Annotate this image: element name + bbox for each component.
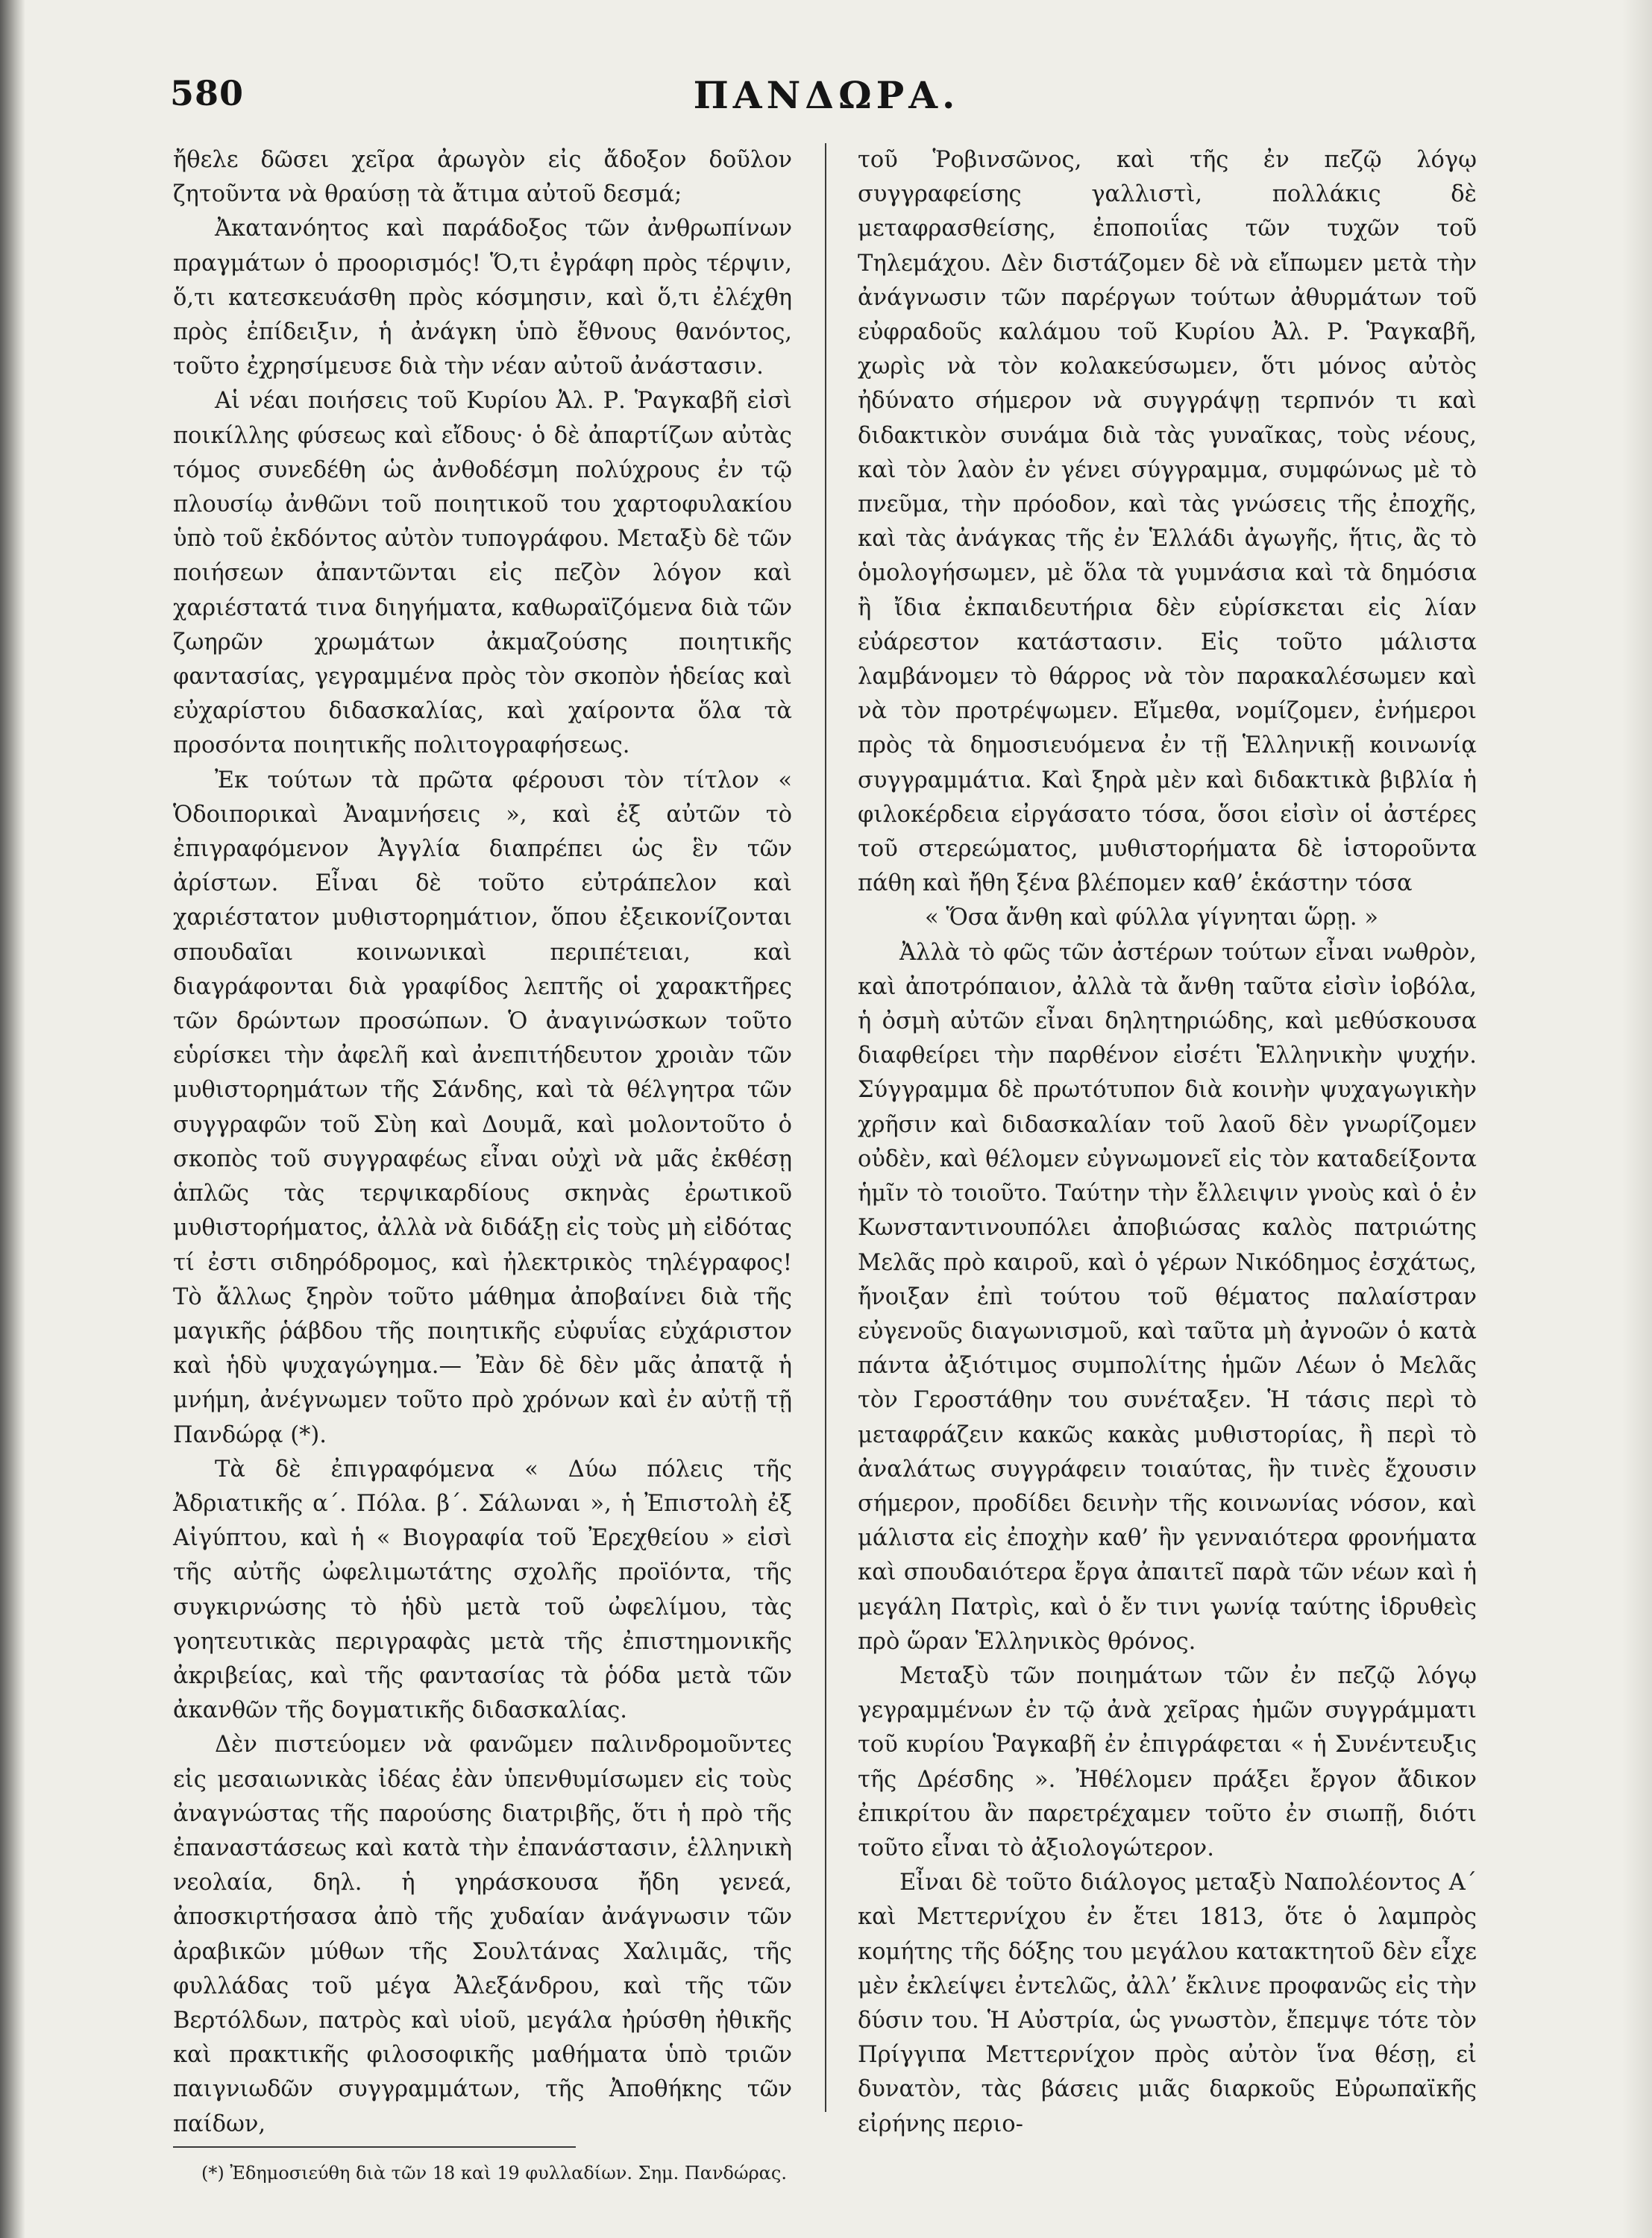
column-divider — [825, 143, 826, 2112]
paragraph: Αἱ νέαι ποιήσεις τοῦ Κυρίου Ἀλ. Ρ. Ῥαγκαβῆ εἰσὶ ποικίλλης φύσεως καὶ εἴδους· ὁ δὲ ἀπαρτίζων αὐτὰς τόμος συνεδέθη ὡς ἀνθοδέσμη πολύχρους ἐν τῷ πλουσίῳ ἀνθῶνι τοῦ ποιητικοῦ του χαρτοφυλακίου ὑπὸ τοῦ ἐκδόντος αὐτὸν τυπογράφου. Μεταξὺ δὲ τῶν ποιήσεων ἀπαντῶνται εἰς πεζὸν λόγον καὶ χαριέστατά τινα διηγήματα, καθωραϊζόμενα διὰ τῶν ζωηρῶν χρωμάτων ἀκμαζούσης ποιητικῆς φαντασίας, γεγραμμένα πρὸς τὸν σκοπὸν ἡδείας καὶ εὐχαρίστου διδασκαλίας, καὶ χαίροντα ὅλα τὰ προσόντα ποιητικῆς πολιτογραφήσεως. — [173, 388, 792, 759]
paragraph: Ἀκατανόητος καὶ παράδοξος τῶν ἀνθρωπίνων πραγμάτων ὁ προορισμός! Ὅ,τι ἐγράφη πρὸς τέρψιν, ὅ,τι κατεσκευάσθη πρὸς κόσμησιν, καὶ ὅ,τι ἐλέχθη πρὸς ἐπίδειξιν, ἡ ἀνάγκη ὑπὸ ἔθνους θανόντος, τοῦτο ἐχρησίμευσε διὰ τὴν νέαν αὐτοῦ ἀνάστασιν. — [173, 216, 792, 380]
paragraph: Μεταξὺ τῶν ποιημάτων τῶν ἐν πεζῷ λόγῳ γεγραμμένων ἐν τῷ ἀνὰ χεῖρας ἡμῶν συγγράμματι τοῦ κυρίου Ῥαγκαβῆ ἐν ἐπιγράφεται « ἡ Συνέντευξις τῆς Δρέσδης ». Ἠθέλομεν πράξει ἔργον ἄδικον ἐπικρίτου ἂν παρετρέχαμεν τοῦτο ἐν σιωπῇ, διότι τοῦτο εἶναι τὸ ἀξιολογώτερον. — [858, 1662, 1477, 1861]
right-column — [858, 143, 1477, 2142]
paragraph: Τὰ δὲ ἐπιγραφόμενα « Δύω πόλεις τῆς Ἀδριατικῆς α΄. Πόλα. β΄. Σάλωναι », ἡ Ἐπιστολὴ ἐξ Αἰγύπτου, καὶ ἡ « Βιογραφία τοῦ Ἐρεχθείου » εἰσὶ τῆς αὐτῆς ὠφελιμωτάτης σχολῆς προϊόντα, τῆς συγκιρνώσης τὸ ἡδὺ μετὰ τοῦ ὠφελίμου, τὰς γοητευτικὰς περιγραφὰς μετὰ τῆς ἐπιστημονικῆς ἀκριβείας, καὶ τῆς φαντασίας τὰ ῥόδα μετὰ τῶν ἀκανθῶν τῆς δογματικῆς διδασκαλίας. — [173, 1456, 792, 1724]
page-header — [170, 69, 1483, 128]
paragraph: τοῦ Ῥοβινσῶνος, καὶ τῆς ἐν πεζῷ λόγῳ συγγραφείσης γαλλιστὶ, πολλάκις δὲ μεταφρασθείσης, ἐποποιΐας τῶν τυχῶν τοῦ Τηλεμάχου. Δὲν διστάζομεν δὲ νὰ εἴπωμεν μετὰ τὴν ἀνάγνωσιν τῶν παρέργων τούτων ἀθυρμάτων τοῦ εὐφραδοῦς καλάμου τοῦ Κυρίου Ἀλ. Ρ. Ῥαγκαβῆ, χωρὶς νὰ τὸν κολακεύσωμεν, ὅτι μόνος αὐτὸς ἠδύνατο σήμερον νὰ συγγράψῃ τερπνόν τι καὶ διδακτικὸν συνάμα διὰ τὰς γυναῖκας, τοὺς νέους, καὶ τὸν λαὸν ἐν γένει σύγγραμμα, συμφώνως μὲ τὸ πνεῦμα, τὴν πρόοδον, καὶ τὰς γνώσεις τῆς ἐποχῆς, καὶ τὰς ἀνάγκας τῆς ἐν Ἑλλάδι ἀγωγῆς, ἥτις, ἂς τὸ ὁμολογήσωμεν, μὲ ὅλα τὰ γυμνάσια καὶ τὰ δημόσια ἢ ἴδια ἐκπαιδευτήρια δὲν εὑρίσκεται εἰς λίαν εὐάρεστον κατάστασιν. Εἰς τοῦτο μάλιστα λαμβάνομεν τὸ θάρρος νὰ τὸν παρακαλέσωμεν καὶ νὰ τὸν προτρέψωμεν. Εἴμεθα, νομίζομεν, ἐνήμεροι πρὸς τὰ δημοσιευόμενα ἐν τῇ Ἑλληνικῇ κοινωνίᾳ συγγραμμάτια. Καὶ ξηρὰ μὲν καὶ διδακτικὰ βιβλία ἡ φιλοκέρδεια εἰργάσατο τόσα, ὅσοι εἰσὶν οἱ ἀστέρες τοῦ στερεώματος, μυθιστορήματα δὲ ἱστοροῦντα πάθη καὶ ἤθη ξένα βλέπομεν καθ’ ἑκάστην τόσα — [858, 147, 1477, 897]
paragraph: Ἐκ τούτων τὰ πρῶτα φέρουσι τὸν τίτλον « Ὁδοιπορικαὶ Ἀναμνήσεις », καὶ ἐξ αὐτῶν τὸ ἐπιγραφόμενον Ἀγγλία διαπρέπει ὡς ἓν τῶν ἀρίστων. Εἶναι δὲ τοῦτο εὐτράπελον καὶ χαριέστατον μυθιστορημάτιον, ὅπου ἐξεικονίζονται σπουδαῖαι κοινωνικαὶ περιπέτειαι, καὶ διαγράφονται διὰ γραφίδος λεπτῆς οἱ χαρακτῆρες τῶν δρώντων προσώπων. Ὁ ἀναγινώσκων τοῦτο εὑρίσκει τὴν ἀφελῆ καὶ ἀνεπιτήδευτον χροιὰν τῶν μυθιστορημάτων τῆς Σάνδης, καὶ τὰ θέλγητρα τῶν συγγραφῶν τοῦ Σὺη καὶ Δουμᾶ, καὶ μολοντοῦτο ὁ σκοπὸς τοῦ συγγραφέως εἶναι οὐχὶ νὰ μᾶς ἐκθέσῃ ἁπλῶς τὰς τερψικαρδίους σκηνὰς ἐρωτικοῦ μυθιστορήματος, ἀλλὰ νὰ διδάξῃ εἰς τοὺς μὴ εἰδότας τί ἐστι σιδηρόδρομος, καὶ ἠλεκτρικὸς τηλέγραφος! Τὸ ἄλλως ξηρὸν τοῦτο μάθημα ἀποβαίνει διὰ τῆς μαγικῆς ῥάβδου τῆς ποιητικῆς εὐφυΐας εὐχάριστον καὶ ἡδὺ ψυχαγώγημα.— Ἐὰν δὲ δὲν μᾶς ἀπατᾷ ἡ μνήμη, ἀνέγνωμεν τοῦτο πρὸ χρόνων καὶ ἐν αὐτῇ τῇ Πανδώρᾳ (*). — [173, 767, 792, 1448]
paragraph: Ἀλλὰ τὸ φῶς τῶν ἀστέρων τούτων εἶναι νωθρὸν, καὶ ἀποτρόπαιον, ἀλλὰ τὰ ἄνθη ταῦτα εἰσὶν ἰοβόλα, ἡ ὀσμὴ αὐτῶν εἶναι δηλητηριώδης, καὶ μεθύσκουσα διαφθείρει τὴν παρθένον εἰσέτι Ἑλληνικὴν ψυχήν. Σύγγραμμα δὲ πρωτότυπον διὰ κοινὴν ψυχαγωγικὴν χρῆσιν καὶ διδασκαλίαν τοῦ λαοῦ δὲν γνωρίζομεν οὐδὲν, καὶ θέλομεν εὐγνωμονεῖ εἰς τὸν καταδείξοντα ἡμῖν τὸ τοιοῦτο. Ταύτην τὴν ἔλλειψιν γνοὺς καὶ ὁ ἐν Κωνσταντινουπόλει ἀποβιώσας καλὸς πατριώτης Μελᾶς πρὸ καιροῦ, καὶ ὁ γέρων Νικόδημος ἐσχάτως, ἤνοιξαν ἐπὶ τούτου τοῦ θέματος παλαίστραν εὐγενοῦς διαγωνισμοῦ, καὶ ταῦτα μὴ ἀγνοῶν ὁ κατὰ πάντα ἀξιότιμος συμπολίτης ἡμῶν Λέων ὁ Μελᾶς τὸν Γεροστάθην του συνέταξεν. Ἡ τάσις περὶ τὸ μεταφράζειν κακῶς κακὰς μυθιστορίας, ἢ περὶ τὸ ἀναλάτως συγγράφειν τοιαύτας, ἣν τινὲς ἔχουσιν σήμερον, προδίδει δεινὴν τῆς κοινωνίας νόσον, καὶ μάλιστα εἰς ἐποχὴν καθ’ ἣν γενναιότερα φρονήματα καὶ σπουδαιότερα ἔργα ἀπαιτεῖ παρὰ τῶν νέων καὶ ἡ μεγάλη Πατρὶς, καὶ ὁ ἔν τινι γωνίᾳ ταύτης ἱδρυθεὶς πρὸ ὥραν Ἑλληνικὸς θρόνος. — [858, 939, 1477, 1655]
footnote-divider — [173, 2146, 576, 2148]
paragraph: ἤθελε δῶσει χεῖρα ἀρωγὸν εἰς ἄδοξον δοῦλον ζητοῦντα νὰ θραύσῃ τὰ ἄτιμα αὐτοῦ δεσμά; — [173, 147, 792, 208]
left-column — [173, 143, 792, 2142]
running-title: ΠΑΝΔΩΡΑ. — [693, 73, 960, 117]
paragraph: Δὲν πιστεύομεν νὰ φανῶμεν παλινδρομοῦντες εἰς μεσαιωνικὰς ἰδέας ἐὰν ὑπενθυμίσωμεν εἰς τοὺς ἀναγνώστας τῆς παρούσης διατριβῆς, ὅτι ἡ πρὸ τῆς ἐπαναστάσεως καὶ κατὰ τὴν ἐπανάστασιν, ἑλληνικὴ νεολαία, δηλ. ἡ γηράσκουσα ἤδη γενεά, ἀποσκιρτήσασα ἀπὸ τῆς χυδαίαν ἀνάγνωσιν τῶν ἀραβικῶν μύθων τῆς Σουλτάνας Χαλιμᾶς, τῆς φυλλάδας τοῦ μέγα Ἀλεξάνδρου, καὶ τῆς τῶν Βερτόλδων, πατρὸς καὶ υἱοῦ, μεγάλα ἠρύσθη ἠθικῆς καὶ πρακτικῆς φιλοσοφικῆς μαθήματα ὑπὸ τριῶν παιγνιωδῶν συγγραμμάτων, τῆς Ἀποθήκης τῶν παίδων, — [173, 1732, 792, 2137]
footnote: (*) Ἐδημοσιεύθη διὰ τῶν 18 καὶ 19 φυλλαδίων. Σημ. Πανδώρας. — [201, 2163, 787, 2184]
page-number: 580 — [170, 73, 245, 113]
verse-quote: « Ὅσα ἄνθη καὶ φύλλα γίγνηται ὥρῃ. » — [925, 905, 1378, 931]
paragraph: Εἶναι δὲ τοῦτο διάλογος μεταξὺ Ναπολέοντος Α΄ καὶ Μεττερνίχου ἐν ἔτει 1813, ὅτε ὁ λαμπρὸς κομήτης τῆς δόξης του μεγάλου κατακτητοῦ δὲν εἶχε μὲν ἐκλείψει ἐντελῶς, ἀλλ’ ἔκλινε προφανῶς εἰς τὴν δύσιν του. Ἡ Αὐστρία, ὡς γνωστὸν, ἔπεμψε τότε τὸν Πρίγγιπα Μεττερνίχον πρὸς αὐτὸν ἵνα θέσῃ, εἰ δυνατὸν, τὰς βάσεις μιᾶς διαρκοῦς Εὐρωπαϊκῆς εἰρήνης περιο- — [858, 1870, 1477, 2137]
